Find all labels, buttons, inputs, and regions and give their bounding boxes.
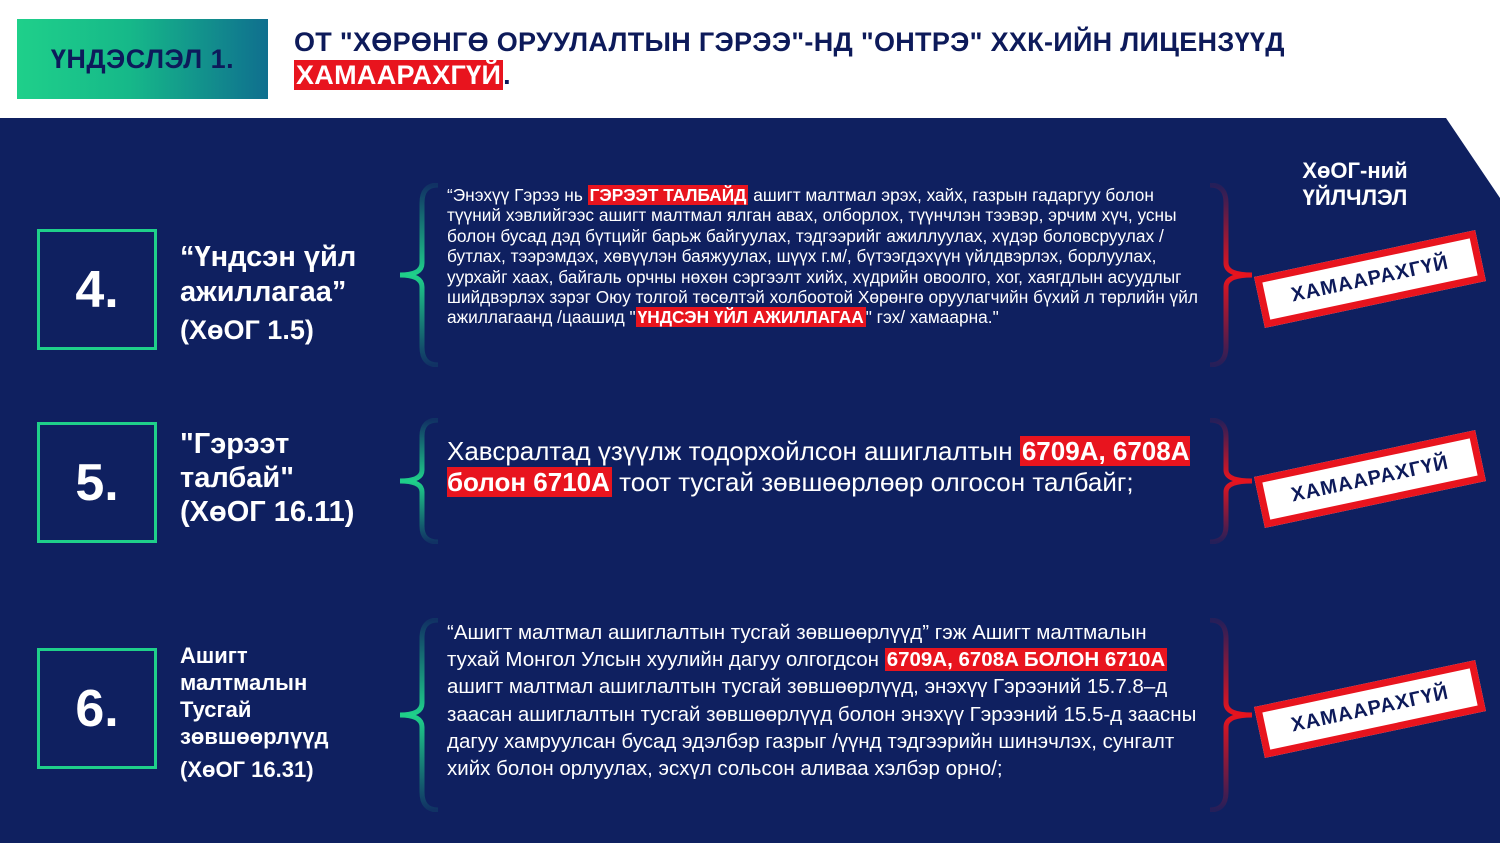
right-brace-icon: [1208, 618, 1254, 812]
row-number: 5.: [75, 453, 119, 512]
status-header-line1: ХөОГ-ний: [1302, 158, 1408, 183]
row-number: 4.: [75, 260, 119, 319]
desc-text: ашигт малтмал эрэх, хайх, газрын гадаргуу болон түүний хэвлийгээс ашигт малтмал ялган авах, олборлох, түүнчлэн тээвэр, эрчим хүч, усны болон бусад дэд бүтцийг барьж байгуулах, тэдгээрийг ажиллуулах, хүдэр боловсруулах /бутлах, тээрэмдэх, хөвүүлэн баяжуулах, шүүх г.м/, бүтээгдэхүүн үйлдвэрлэх, борлуулах, уурхайг хаах, байгаль орчны нөхөн сэргээлт хийх, хүдрийн овоолго, хог, хаягдлын асуудлыг шийдвэрлэх зэрэг Оюу толгой төсөлтэй холбоотой Хөрөнгө оруулагчийн бүхий л төрлийн үйл ажиллагаанд /цаашид ": [447, 185, 1198, 328]
panel-corner-cut: [1446, 118, 1500, 198]
row-label: [180, 240, 356, 348]
row-number-box: [37, 422, 157, 543]
row-label: [180, 427, 354, 529]
row-description: [447, 619, 1205, 782]
desc-highlight: 6709A, 6708A БОЛОН 6710A: [886, 648, 1166, 672]
desc-highlight: ҮНДСЭН ҮЙЛ АЖИЛЛАГАА: [637, 307, 864, 328]
status-stamp-label: ХАМААРАХГҮЙ: [1289, 451, 1451, 506]
page-title-end: .: [503, 60, 511, 90]
left-brace-icon: [396, 183, 440, 367]
status-stamp-label: ХАМААРАХГҮЙ: [1289, 681, 1451, 736]
header-bar: [0, 0, 1500, 118]
row-label-line: (ХөОГ 16.31): [180, 757, 314, 782]
desc-highlight: ГЭРЭЭТ ТАЛБАЙД: [589, 185, 747, 205]
row-label-line: Тусгай: [180, 697, 252, 722]
desc-highlight: 6709A, 6708A болон 6710A: [447, 436, 1190, 497]
row-label-line: ажиллагаа”: [180, 276, 347, 308]
right-brace-icon: [1208, 183, 1254, 367]
row-number: 6.: [75, 679, 119, 738]
left-brace-icon: [396, 618, 440, 812]
status-header-line2: ҮЙЛЧЛЭЛ: [1302, 185, 1408, 210]
status-column-header: [1262, 157, 1448, 211]
row-label-line: (ХөОГ 1.5): [180, 315, 314, 345]
row-number-box: [37, 229, 157, 350]
row-description: [447, 185, 1199, 328]
row-number-box: [37, 648, 157, 769]
row-label: [180, 642, 328, 783]
desc-text: Хавсралтад үзүүлж тодорхойлсон ашиглалтын: [447, 436, 1020, 466]
section-badge: [17, 19, 268, 99]
row-label-line: Ашигт: [180, 643, 248, 668]
left-brace-icon: [396, 418, 440, 544]
page-title: [294, 26, 1474, 92]
desc-text: “Энэхүү Гэрээ нь: [447, 185, 588, 205]
desc-text: ашигт малтмал ашиглалтын тусгай зөвшөөрлүүд, энэхүү Гэрээний 15.7.8–д заасан ашиглалтын тусгай зөвшөөрлүүд болон энэхүү Гэрээний 15.5-д заасны дагуу хамруулсан бусад эдэлбэр газрыг /үүнд тэдгээрийн шинэчлэх, сунгалт хийх болон орлуулах, эсхүл сольсон аливаа хэлбэр орно/;: [447, 675, 1197, 781]
desc-text: “Ашигт малтмал ашиглалтын тусгай зөвшөөрлүүд” гэж Ашигт малтмалын тухай Монгол Улсын хуулийн дагуу олгогдсон: [447, 621, 1147, 672]
row-label-line: талбай": [180, 462, 294, 494]
page-title-highlight: ХАМААРАХГҮЙ: [296, 60, 502, 90]
page-title-text: ОТ "ХӨРӨНГӨ ОРУУЛАЛТЫН ГЭРЭЭ"-НД "ОНТРЭ" ХХК-ИЙН ЛИЦЕНЗҮҮД: [294, 27, 1285, 57]
desc-text: " гэх/ хамаарна.": [865, 307, 999, 328]
row-label-line: (ХөОГ 16.11): [180, 496, 355, 528]
right-brace-icon: [1208, 418, 1254, 544]
row-label-line: “Үндсэн үйл: [180, 241, 357, 273]
row-label-line: малтмалын: [180, 670, 308, 695]
row-label-line: "Гэрээт: [180, 428, 290, 460]
row-label-line: зөвшөөрлүүд: [180, 724, 329, 749]
section-badge-label: ҮНДЭСЛЭЛ 1.: [50, 43, 235, 74]
desc-text: тоот тусгай зөвшөөрлөөр олгосон талбайг;: [611, 467, 1134, 497]
row-description: [447, 436, 1207, 498]
status-stamp-label: ХАМААРАХГҮЙ: [1289, 251, 1451, 306]
